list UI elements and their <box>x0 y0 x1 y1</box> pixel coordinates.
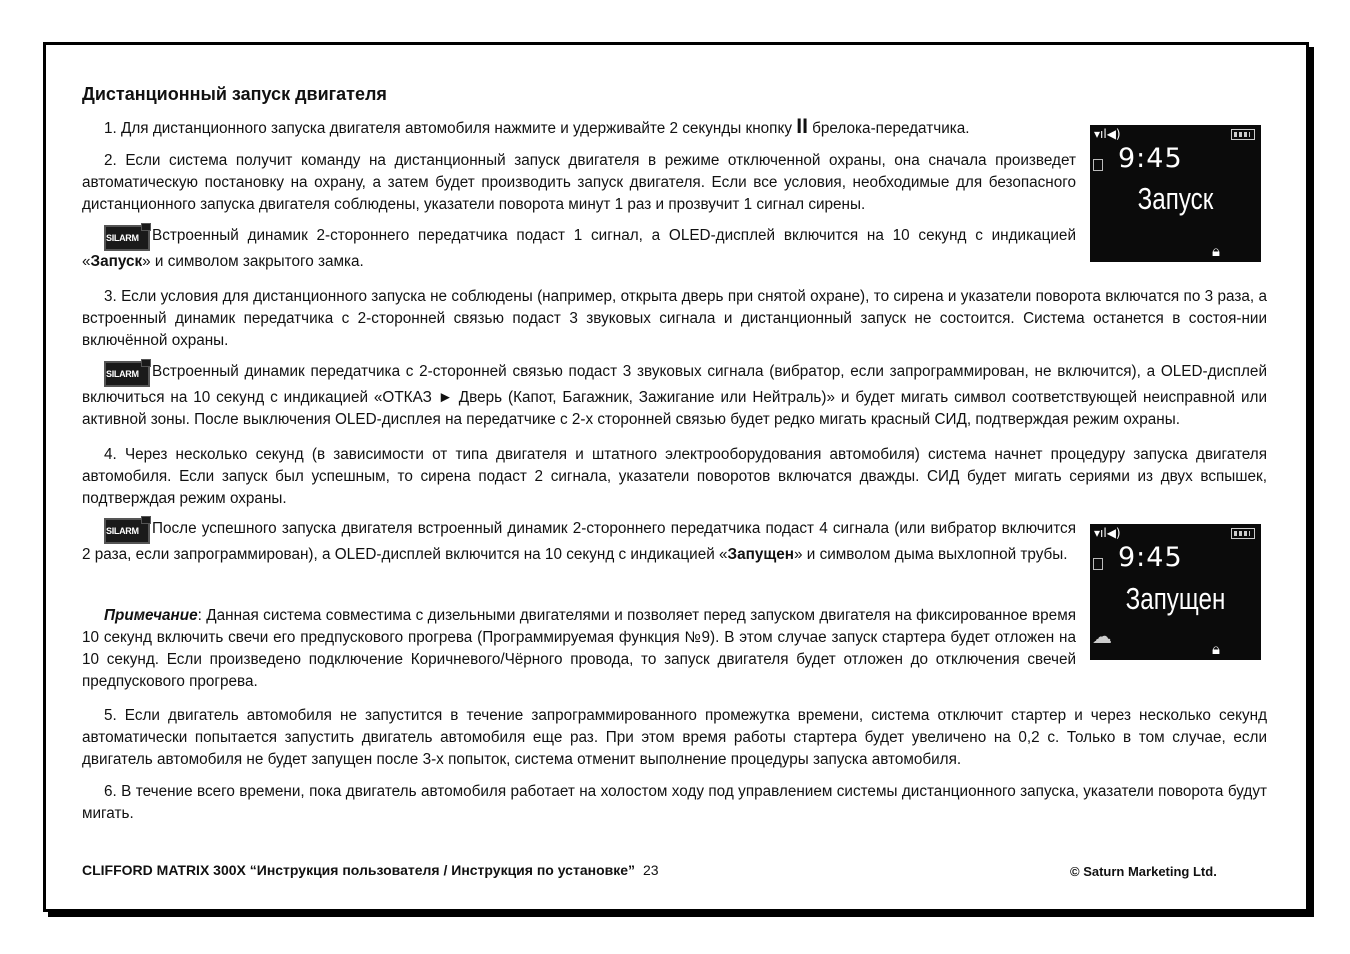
note-3 <box>82 518 1076 566</box>
signal-volume-icon: ▾ıl◀) <box>1094 127 1121 141</box>
silarm-logo-icon: SILARM <box>104 361 150 387</box>
paragraph-3 <box>82 286 1267 352</box>
display-clock: 9:45 <box>1118 143 1183 174</box>
p1-post: брелока-передатчика. <box>807 120 970 137</box>
p3-text: 3. Если условия для дистанционного запуска не соблюдены (например, открыта дверь при снятой охране), то сирена и указатели поворота включатся по 3 раза, а встроенный динамик передатчика с 2-сторонней связью подаст 3 звуковых сигнала и дистанционный запуск не состоится. Система останется в состоя-нии включённой охраны. <box>82 288 1267 349</box>
battery-icon <box>1231 129 1255 140</box>
paragraph-2 <box>82 150 1076 216</box>
display-status-label: Запуск <box>1137 181 1214 216</box>
note3-pre: После успешного запуска двигателя встроенный динамик 2-стороннего передатчика подаст 4 сигнала (или вибратор включится 2 раза, если запрограммирован), а OLED-дисплей включится на 10 секунд с индикацией « <box>82 520 1076 563</box>
display-status-label: Запущен <box>1125 581 1226 616</box>
p5-text: 5. Если двигатель автомобиля не запустится в течение запрограммированного промежутка времени, система отключит стартер и через несколько секунд автоматически попытается запустить двигатель автомобиля еще раз. При этом время работы стартера будет увеличено на 0,2 с. Только в том случае, если двигатель автомобиля не будет запущен после 3-х попыток, система отменит выполнение процедуры запуска автомобиля. <box>82 707 1267 768</box>
note-2 <box>82 361 1267 431</box>
mode-indicator-icon <box>1093 558 1103 570</box>
page-number: 23 <box>643 862 659 878</box>
remark <box>82 605 1076 693</box>
footer-copyright: © Saturn Marketing Ltd. <box>1070 864 1217 879</box>
note3-bold: Запущен <box>727 546 795 563</box>
oled-display-start <box>1090 125 1261 262</box>
lock-icon: 🔒︎ <box>1212 640 1220 658</box>
note-1 <box>82 225 1076 273</box>
p6-text: 6. В течение всего времени, пока двигатель автомобиля работает на холостом ходу под управлением системы дистанционного запуска, указатели поворота будут мигать. <box>82 783 1267 822</box>
remark-text: : Данная система совместима с дизельными двигателями и позволяет перед запуском двигателя на фиксированное время 10 секунд включить свечи его предпускового прогрева (Программируемая функция №9). В этом случае запуск стартера будет отложен на 10 секунд. Если произведено подключение Коричневого/Чёрного провода, то запуск двигателя будет отложен до отключения свечей предпускового прогрева. <box>82 607 1076 690</box>
page-title: Дистанционный запуск двигателя <box>82 84 387 104</box>
note1-post: » и символом закрытого замка. <box>142 253 364 270</box>
paragraph-4 <box>82 444 1267 510</box>
note1-bold: Запуск <box>90 253 143 270</box>
mode-indicator-icon <box>1093 159 1103 171</box>
lock-icon: 🔒︎ <box>1212 242 1220 260</box>
battery-icon <box>1231 528 1255 539</box>
footer-title-text: CLIFFORD MATRIX 300X “Инструкция пользователя / Инструкция по установке” <box>82 862 636 878</box>
note2-text: Встроенный динамик передатчика с 2-сторонней связью подаст 3 звуковых сигнала (вибратор, если запрограммирован, не включится), а OLED-дисплей включиться на 10 секунд с индикацией «ОТКАЗ ► Дверь (Капот, Багажник, Зажигание или Нейтраль)» и будет мигать символ соответствующей неисправной или активной зоны. После выключения OLED-дисплея на передатчике с 2-х сторонней связью будет редко мигать красный СИД, подтверждая режим охраны. <box>82 363 1267 428</box>
paragraph-1 <box>82 115 1076 140</box>
remark-label: Примечание <box>104 607 198 624</box>
exhaust-smoke-icon: ☁ <box>1092 624 1112 648</box>
p1-pre: 1. Для дистанционного запуска двигателя автомобиля нажмите и удерживайте 2 секунды кнопку <box>104 120 797 137</box>
p4-text: 4. Через несколько секунд (в зависимости от типа двигателя и штатного электрооборудования автомобиля) система начнет процедуру запуска двигателя автомобиля. Если запуск был успешным, то сирена подаст 2 сигнала, указатели поворотов включатся дважды. СИД будет мигать сериями из двух вспышек, подтверждая режим охраны. <box>82 446 1267 507</box>
paragraph-5 <box>82 705 1267 771</box>
button-ii-symbol: II <box>796 115 808 138</box>
display-clock: 9:45 <box>1118 542 1183 573</box>
p2-text: 2. Если система получит команду на дистанционный запуск двигателя в режиме отключенной охраны, она сначала произведет автоматическую постановку на охрану, а затем будет производить запуск двигателя. Если все условия, необходимые для безопасного дистанционного запуска двигателя соблюдены, указатели поворота минут 1 раз и прозвучит 1 сигнал сирены. <box>82 152 1076 213</box>
note3-post: » и символом дыма выхлопной трубы. <box>794 546 1068 563</box>
paragraph-6 <box>82 781 1267 825</box>
footer-document-title <box>82 862 659 878</box>
silarm-logo-icon: SILARM <box>104 518 150 544</box>
oled-display-started <box>1090 524 1261 660</box>
silarm-logo-icon: SILARM <box>104 225 150 251</box>
note1-pre: Встроенный динамик 2-стороннего передатчика подаст 1 сигнал, а OLED-дисплей включится на 10 секунд с индикацией « <box>82 227 1076 270</box>
signal-volume-icon: ▾ıl◀) <box>1094 526 1121 540</box>
